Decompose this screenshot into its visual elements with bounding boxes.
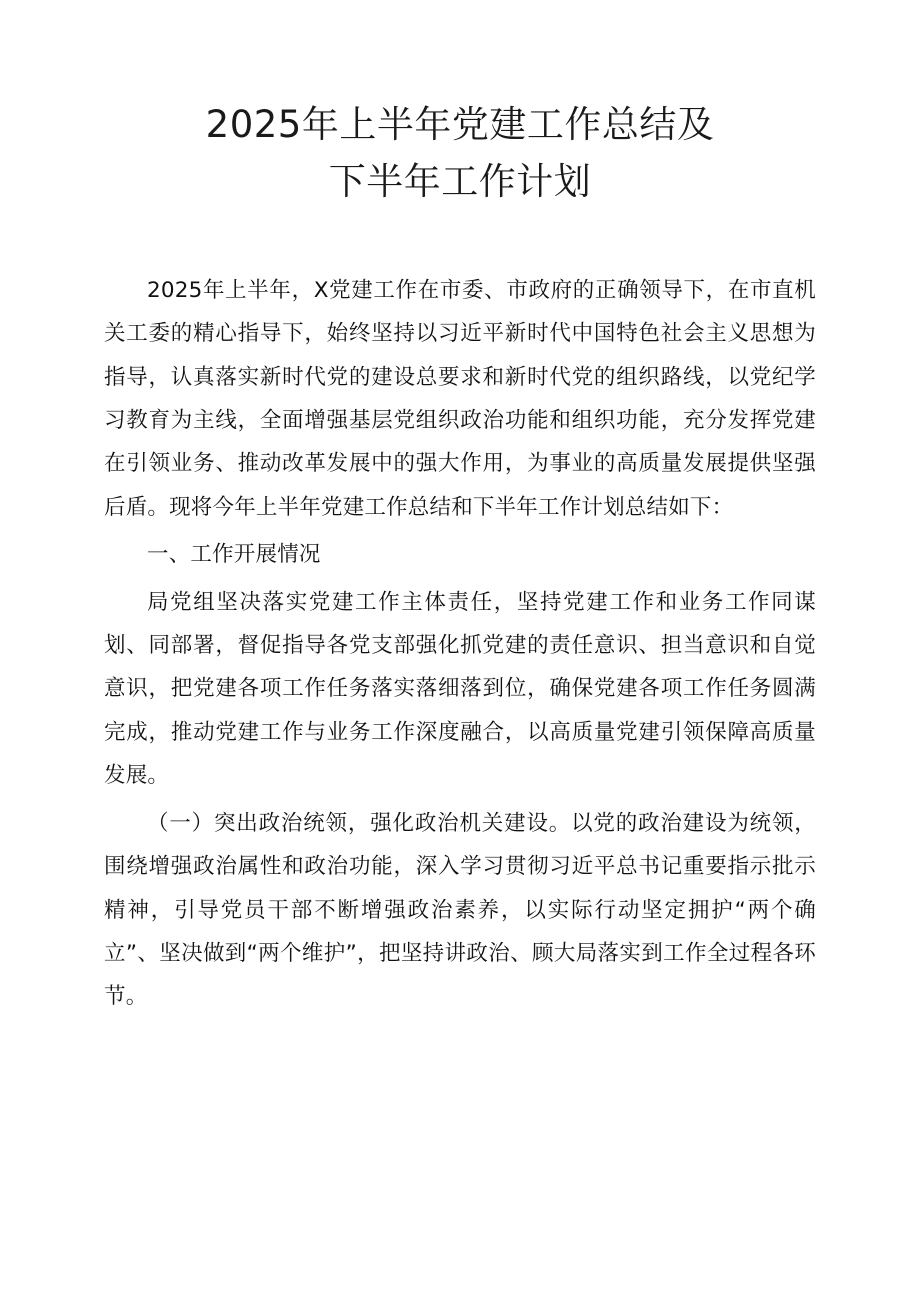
section-heading-1: 一、工作开展情况	[147, 542, 321, 568]
paragraph-body-1: 局党组坚决落实党建工作主体责任，坚持党建工作和业务工作同谋划、同部署，督促指导各党支部强化抓党建的责任意识、担当意识和自觉意识，把党建各项工作任务落实落细落到位，确保党建各项工作任务圆满完成，推动党建工作与业务工作深度融合，以高质量党建引领保障高质量发展。	[104, 589, 816, 789]
paragraph-body-2: （一）突出政治统领，强化政治机关建设。以党的政治建设为统领，围绕增强政治属性和政治功能，深入学习贯彻习近平总书记重要指示批示精神，引导党员干部不断增强政治素养，以实际行动坚定拥护“两个确立”、坚决做到“两个维护”，把坚持讲政治、顾大局落实到工作全过程各环节。	[104, 810, 816, 1010]
paragraph-intro: 2025年上半年，X党建工作在市委、市政府的正确领导下，在市直机关工委的精心指导下，始终坚持以习近平新时代中国特色社会主义思想为指导，认真落实新时代党的建设总要求和新时代党的组织路线，以党纪学习教育为主线，全面增强基层党组织政治功能和组织功能，充分发挥党建在引领业务、推动改革发展中的强大作用，为事业的高质量发展提供坚强后盾。现将今年上半年党建工作总结和下半年工作计划总结如下：	[104, 277, 816, 520]
page-title	[144, 96, 776, 211]
page-title-line-2: 下半年工作计划	[328, 160, 592, 204]
title-spacer	[104, 211, 816, 269]
page-title-line-1: 2025年上半年党建工作总结及	[205, 103, 715, 146]
